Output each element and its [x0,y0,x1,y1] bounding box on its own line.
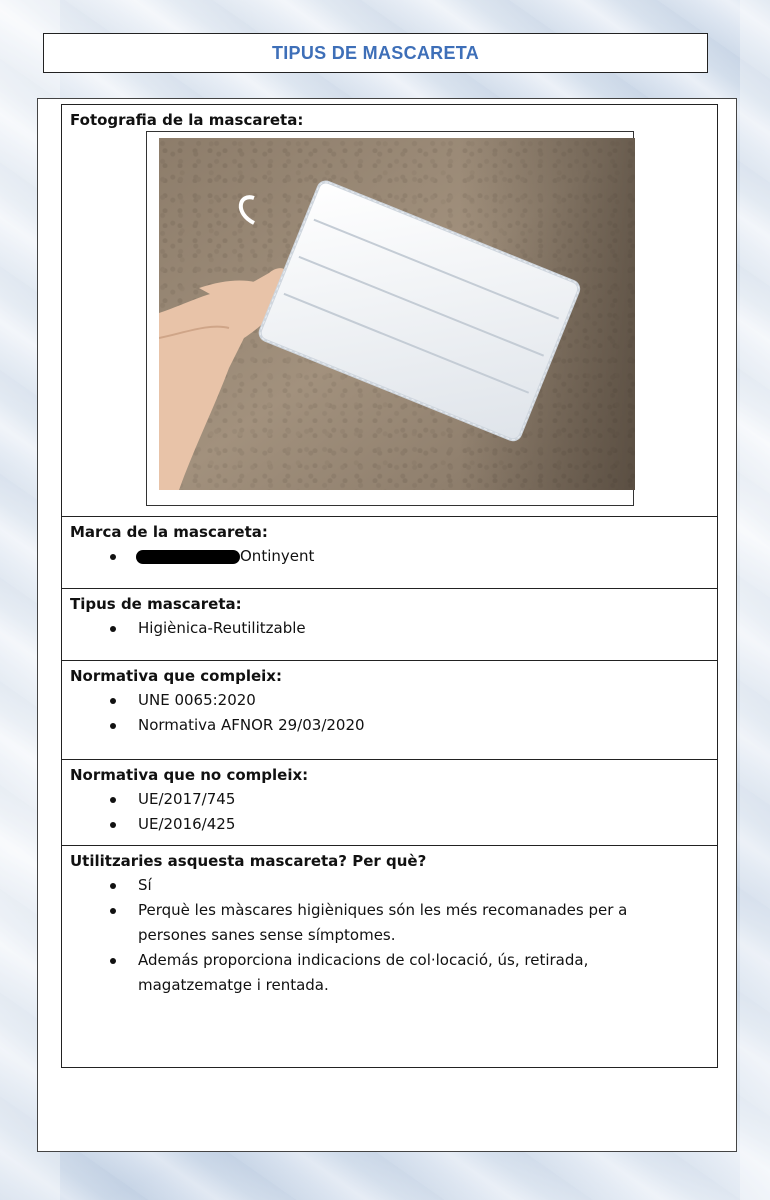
photo-label: Fotografia de la mascareta: [70,111,304,129]
brand-label: Marca de la mascareta: [70,523,268,541]
mask-photo [159,138,635,490]
brand-value: Ontinyent [240,547,315,565]
not-complies-list [70,787,709,837]
brand-list [70,544,709,569]
type-list [70,616,709,641]
redaction-mark [136,550,240,564]
use-list [70,873,709,998]
use-label: Utilitzaries asquesta mascareta? Per què? [70,852,427,870]
mask-photo-illustration [159,138,635,490]
list-item: UNE 0065:2020 [110,688,709,713]
type-label: Tipus de mascareta: [70,595,242,613]
complies-list [70,688,709,738]
background-fold-right [740,0,770,1200]
page-title: TIPUS DE MASCARETA [271,42,480,63]
photo-section [62,105,717,517]
not-complies-label: Normativa que no compleix: [70,766,309,784]
list-item [110,544,709,569]
list-item: Sí [110,873,649,898]
title-box [43,33,708,73]
photo-frame [146,131,634,506]
list-item: Normativa AFNOR 29/03/2020 [110,713,709,738]
list-item: Además proporciona indicacions de col·locació, ús, retirada, magatzematge i rentada. [110,948,649,998]
list-item: Perquè les màscares higièniques són les més recomanades per a persones sanes sense símptomes. [110,898,649,948]
complies-section [62,661,717,760]
mask-form [61,104,718,1068]
not-complies-section [62,760,717,846]
list-item: UE/2017/745 [110,787,709,812]
list-item: Higiènica-Reutilitzable [110,616,709,641]
list-item: UE/2016/425 [110,812,709,837]
complies-label: Normativa que compleix: [70,667,282,685]
use-section [62,846,717,1067]
brand-section [62,517,717,589]
type-section [62,589,717,661]
